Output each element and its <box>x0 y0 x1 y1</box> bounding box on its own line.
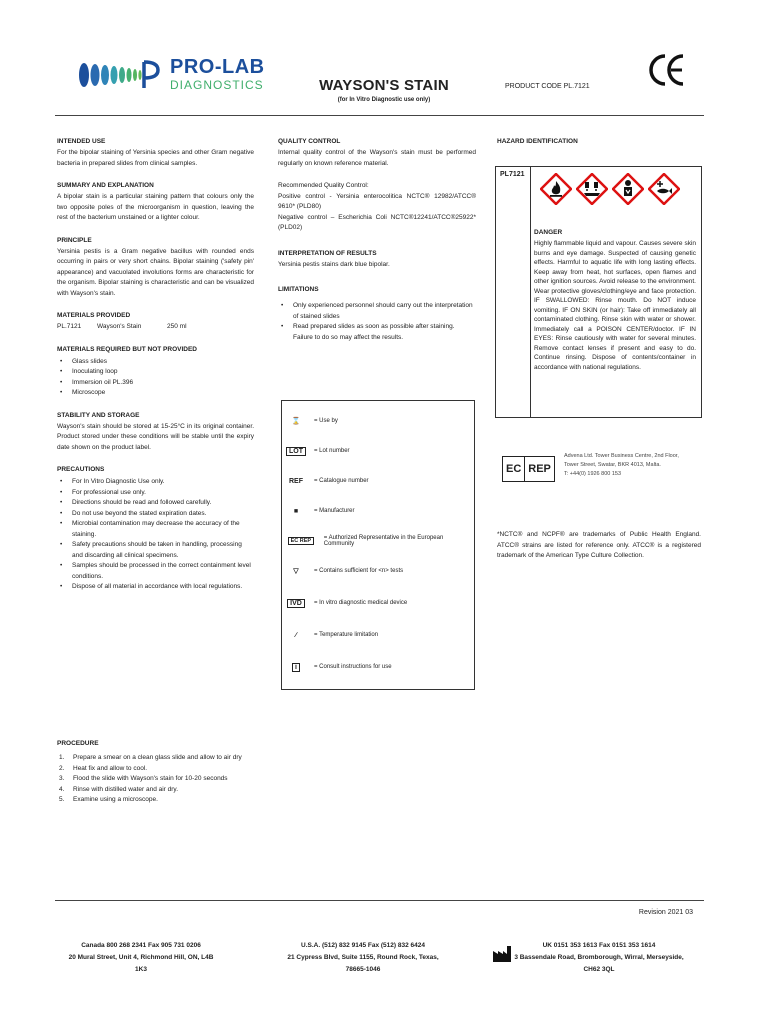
symbol-row <box>286 659 392 675</box>
principle-section <box>57 237 254 300</box>
procedure-section <box>57 740 257 806</box>
procedure-steps <box>57 753 257 806</box>
precautions-list <box>57 477 254 593</box>
step-text: Rinse with distilled water and air dry. <box>73 785 179 793</box>
symbol-row <box>286 413 338 429</box>
ghs-pictograms <box>540 173 680 205</box>
revision-label: Revision 2021 03 <box>638 909 693 916</box>
material-name: Wayson's Stain <box>97 323 142 330</box>
qc-negative: Negative control – Escherichia Coli NCTC®12241/ATCC®25922* (PLD02) <box>278 213 476 231</box>
section-heading: INTERPRETATION OF RESULTS <box>278 249 377 257</box>
procedure-step <box>57 795 257 806</box>
list-item: • Do not use beyond the stated expiration dates. <box>57 509 254 520</box>
materials-provided-section <box>57 312 254 333</box>
storage-section <box>57 412 254 454</box>
column-middle <box>278 138 476 356</box>
intended-use-section <box>57 138 254 169</box>
procedure-step <box>57 774 257 785</box>
qc-positive: Positive control - Yersinia enterocolitica NCTC® 12982/ATCC® 9610* (PLD80) <box>278 192 476 210</box>
step-number: 2. <box>59 764 65 772</box>
step-text: Heat fix and allow to cool. <box>73 764 148 772</box>
step-number: 4. <box>59 785 65 793</box>
hazard-code: PL7121 <box>500 171 525 178</box>
step-number: 3. <box>59 775 65 782</box>
list-item: • Glass slides <box>57 357 254 368</box>
list-item: • Microscope <box>57 388 254 399</box>
section-heading: STABILITY AND STORAGE <box>57 411 140 419</box>
symbol-label: = Use by <box>314 418 338 424</box>
footer-usa <box>278 940 448 976</box>
symbol-label: = Contains sufficient for <n> tests <box>314 568 404 574</box>
step-text: Examine using a microscope. <box>73 796 158 803</box>
footer-phone: UK 0151 353 1613 Fax 0151 353 1614 <box>542 942 656 949</box>
ec-label: EC <box>503 457 525 481</box>
footer-uk <box>514 940 684 976</box>
list-item: • Inoculating loop <box>57 367 254 378</box>
symbol-row <box>286 473 369 489</box>
document-title: WAYSON'S STAIN <box>319 77 449 94</box>
list-item: • Samples should be processed in the correct containment level conditions. <box>57 561 254 582</box>
section-text: Yersinia pestis stains dark blue bipolar. <box>278 260 390 268</box>
section-heading: QUALITY CONTROL <box>278 138 341 145</box>
address-line: T: +44(0) 1926 800 153 <box>564 471 622 477</box>
interpretation-section <box>278 250 476 271</box>
section-heading: INTENDED USE <box>57 138 106 145</box>
danger-label: DANGER <box>534 229 563 236</box>
symbol-label: = Temperature limitation <box>314 632 379 638</box>
triangle-icon: ▽ <box>293 568 299 575</box>
footer-address: 3 Bassendale Road, Bromborough, Wirral, Merseyside, CH62 3QL <box>514 954 684 973</box>
section-heading: HAZARD IDENTIFICATION <box>497 138 578 145</box>
section-text: Internal quality control of the Wayson's stain must be performed regularly on known reference material. <box>278 149 476 167</box>
list-item: • Immersion oil PL.396 <box>57 378 254 389</box>
quality-control-section <box>278 138 476 234</box>
list-item: • Directions should be read and followed carefully. <box>57 498 254 509</box>
column-right <box>497 138 701 148</box>
procedure-step <box>57 753 257 764</box>
step-text: Flood the slide with Wayson's stain for 10-20 seconds <box>73 775 228 782</box>
section-heading: MATERIALS REQUIRED BUT NOT PROVIDED <box>57 345 197 353</box>
precautions-section <box>57 466 254 593</box>
corrosive-icon <box>576 173 608 205</box>
materials-required-section <box>57 346 254 399</box>
health-hazard-icon <box>612 173 644 205</box>
symbol-row <box>286 533 474 549</box>
logo-text: PRO-LAB <box>170 56 265 78</box>
section-text: Wayson's stain should be stored at 15-25°C in its original container. Product stored under these conditions will be stable until the expiry date shown on the product label. <box>57 422 254 451</box>
environment-icon <box>648 173 680 205</box>
section-heading: PRECAUTIONS <box>57 466 105 473</box>
qc-recommended: Recommended Quality Control: <box>278 182 369 189</box>
list-item: • Dispose of all material in accordance with local regulations. <box>57 582 254 593</box>
symbol-label: = Lot number <box>314 448 350 454</box>
ec-rep-block <box>500 450 682 494</box>
materials-row <box>57 322 254 333</box>
rep-label: REP <box>528 463 551 475</box>
ec-rep-icon <box>502 456 555 482</box>
section-heading: MATERIALS PROVIDED <box>57 312 131 319</box>
symbol-row <box>286 627 378 643</box>
symbol-row <box>286 595 407 611</box>
list-item: • Read prepared slides as soon as possible after staining. Failure to do so may affect the results. <box>278 322 476 343</box>
list-item: • Safety precautions should be taken in handling, processing and discarding all clinical specimens. <box>57 540 254 561</box>
ivd-icon: IVD <box>287 599 305 608</box>
trademark-note: *NCTC® and NCPF® are trademarks of Public Health England. ATCC® strains are listed for reference only. ATCC® is a registered trademark of the American Type Culture Collection. <box>497 531 701 559</box>
symbol-label: = Manufacturer <box>314 508 355 514</box>
step-text: Prepare a smear on a clean glass slide and allow to air dry <box>73 754 242 761</box>
address-line: Tower Street, Swatar, BKR 4013, Malta. <box>564 462 661 468</box>
footer-address: 20 Mural Street, Unit 4, Richmond Hill, ON, L4B 1K3 <box>68 954 214 973</box>
list-item: • Microbial contamination may decrease the accuracy of the staining. <box>57 519 254 540</box>
logo-subtext: DIAGNOSTICS <box>170 78 264 92</box>
header-divider <box>55 115 704 116</box>
hourglass-icon: ⌛ <box>291 418 301 425</box>
section-text: For the bipolar staining of Yersinia species and other Gram negative bacteria in prepared slides from clinical samples. <box>57 149 254 167</box>
section-heading: PROCEDURE <box>57 740 99 747</box>
symbol-row <box>286 443 350 459</box>
section-text: Yersinia pestis is a Gram negative bacillus with rounded ends occurring in pairs or very short chains. Bipolar staining ('safety pin' appearance) and vacuolated involutions forms are characteristic for the organism. Bipolar staining is characteristic and can be visualized with Wayson's stain. <box>57 247 254 297</box>
limitations-section <box>278 286 476 343</box>
procedure-step <box>57 764 257 775</box>
material-code: PL.7121 <box>57 323 82 330</box>
section-text: A bipolar stain is a particular staining pattern that colours only the two opposite poles of the microorganism in question, leaving the rest of the bacterium unstained or a lighter colour. <box>57 193 254 221</box>
section-heading: SUMMARY AND EXPLANATION <box>57 182 154 189</box>
symbol-label: = Consult instructions for use <box>314 664 392 670</box>
footer-address: 21 Cypress Blvd, Suite 1155, Round Rock, Texas, 78665-1046 <box>287 954 439 973</box>
section-heading: PRINCIPLE <box>57 236 92 244</box>
footer-canada <box>62 940 220 976</box>
lot-icon: LOT <box>286 447 306 456</box>
footer-phone: U.S.A. (512) 832 9145 Fax (512) 832 6424 <box>301 942 425 949</box>
flame-icon <box>540 173 572 205</box>
document-subtitle: (for In Vitro Diagnostic use only) <box>337 97 431 103</box>
product-code: PRODUCT CODE PL.7121 <box>505 83 590 90</box>
symbol-label: = Catalogue number <box>314 478 369 484</box>
column-left <box>57 138 254 606</box>
ec-rep-icon: EC REP <box>288 537 314 545</box>
summary-section <box>57 182 254 224</box>
symbol-row <box>286 563 403 579</box>
symbol-label: = In vitro diagnostic medical device <box>314 600 408 606</box>
step-number: 5. <box>59 796 65 803</box>
ref-icon: REF <box>289 477 303 485</box>
address-line: Advena Ltd. Tower Business Centre, 2nd Floor, <box>564 453 679 459</box>
list-item: • Only experienced personnel should carry out the interpretation of stained slides <box>278 301 476 322</box>
symbol-label: = Authorized Representative in the European Community <box>323 535 444 547</box>
thermometer-icon: ∕ <box>295 631 297 639</box>
factory-icon: ■ <box>293 507 299 515</box>
hazard-code-cell <box>496 167 531 417</box>
symbol-legend <box>281 400 475 690</box>
footer-divider <box>55 900 704 901</box>
ec-rep-address <box>564 452 682 479</box>
ce-mark-icon <box>648 52 686 88</box>
section-heading: LIMITATIONS <box>278 286 319 293</box>
footer-phone: Canada 800 268 2341 Fax 905 731 0206 <box>81 942 201 949</box>
procedure-step <box>57 785 257 796</box>
hazard-statements: Highly flammable liquid and vapour. Causes severe skin burns and eye damage. Suspected of causing genetic effects. Harmful to aquatic life with long lasting effects. Keep away from heat, hot surfaces, open flames and other ignition sources. Avoid release to the environment. Wear protective gloves/clothing/eye and face protection. IF SWALLOWED: Rinse mouth. Do NOT induce vomiting. IF ON SKIN (or hair): Take off immediately all contaminated clothing. Rinse skin with water or shower. Immediately call a POISON CENTER/doctor. IF IN EYES: Rinse cautiously with water for several minutes. Remove contact lenses if present and easy to do. Continue rinsing. Dispose of contents/container in accordance with national regulations. <box>534 240 696 371</box>
list-item: • For In Vitro Diagnostic Use only. <box>57 477 254 488</box>
limitations-list <box>278 301 476 343</box>
materials-list <box>57 357 254 399</box>
step-number: 1. <box>59 754 65 761</box>
symbol-row <box>286 503 355 519</box>
material-volume: 250 ml <box>167 323 187 330</box>
hazard-box <box>495 166 702 418</box>
info-icon: i <box>292 663 300 672</box>
manufacturer-icon <box>492 945 512 963</box>
list-item: • For professional use only. <box>57 488 254 499</box>
